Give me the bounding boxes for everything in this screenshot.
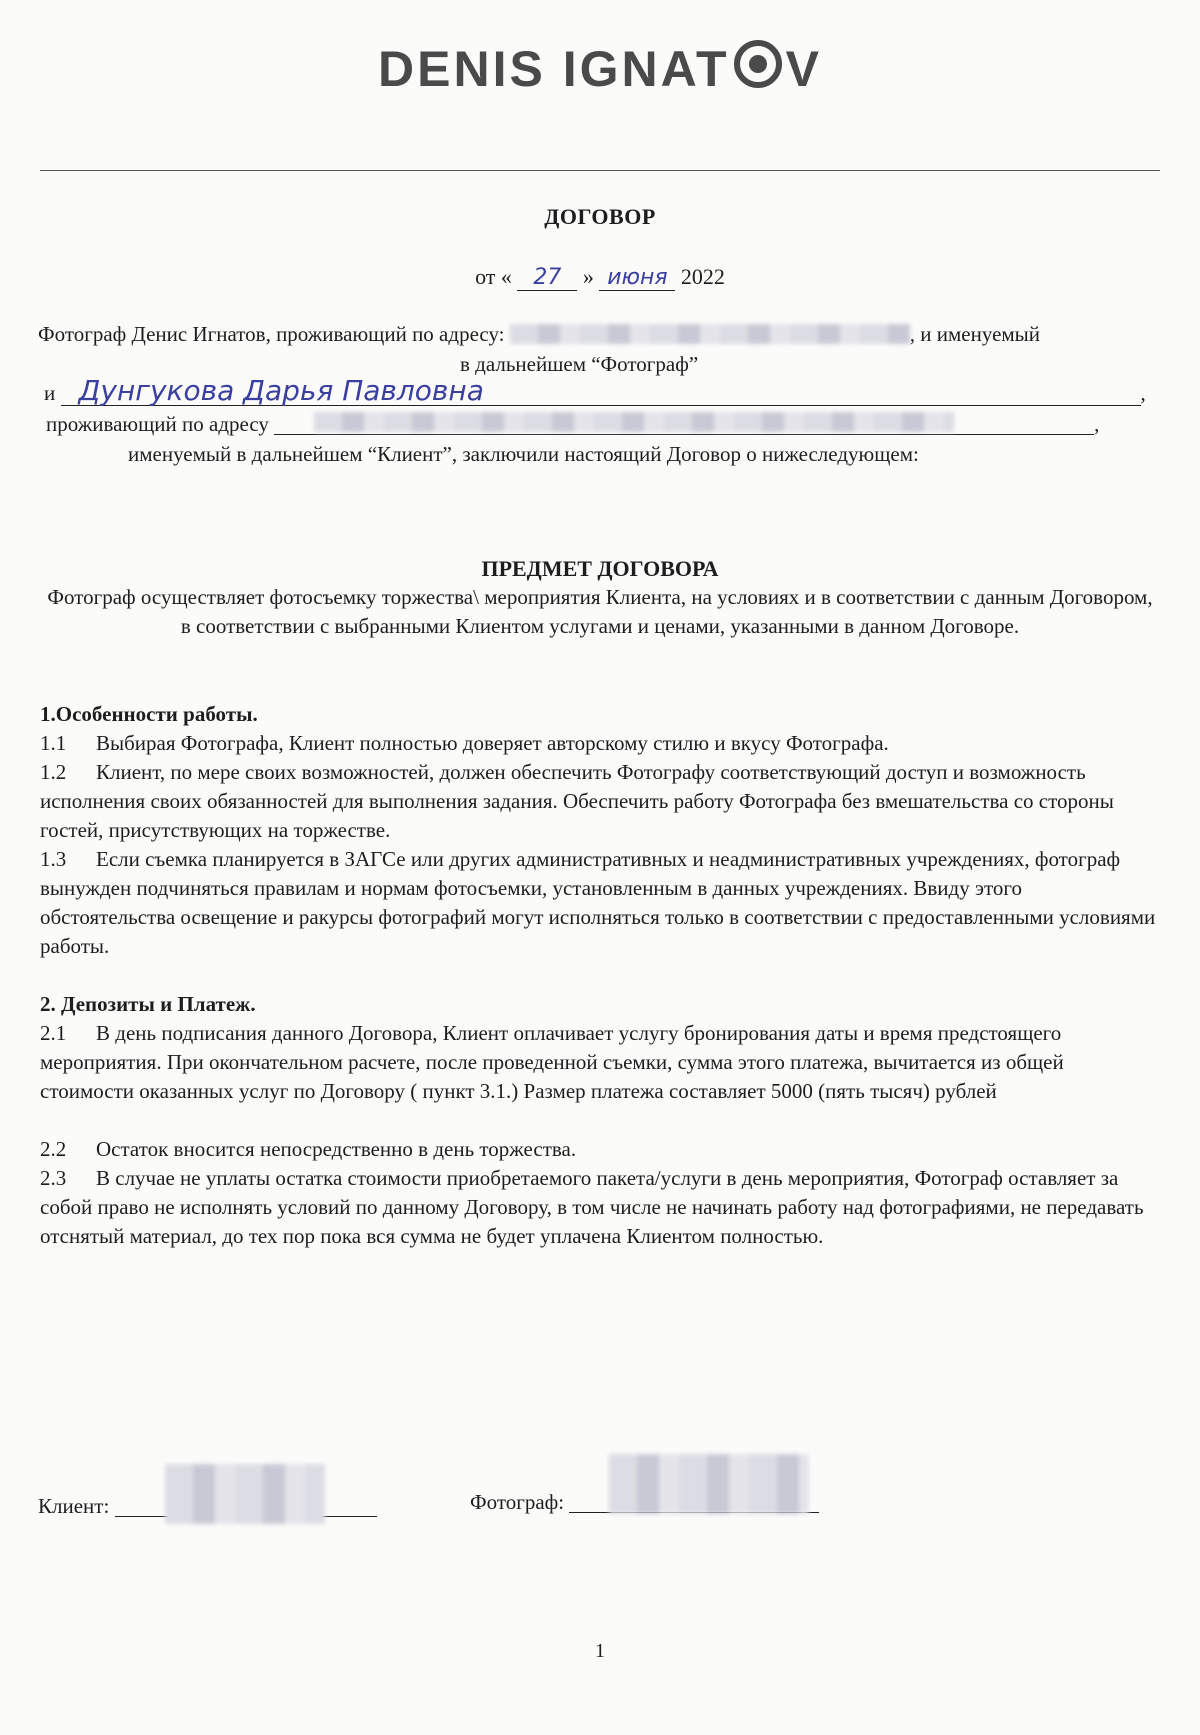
section-2-title: 2. Депозиты и Платеж. <box>40 992 256 1016</box>
client-address-line <box>46 410 1099 439</box>
parties-line-2: в дальнейшем “Фотограф” <box>460 352 699 376</box>
clause-number: 1.2 <box>40 760 67 784</box>
client-address-comma: , <box>1094 412 1100 436</box>
clause-2-2 <box>40 1135 1160 1164</box>
client-signature-label: Клиент: <box>38 1494 110 1518</box>
client-name: Дунгукова Дарья Павловна <box>61 376 1141 406</box>
clause-number: 2.3 <box>40 1166 67 1190</box>
date-line <box>0 264 1200 291</box>
redacted-photographer-signature <box>609 1454 809 1514</box>
photographer-intro: Фотограф Денис Игнатов, проживающий по адресу: <box>38 322 505 346</box>
clause-text: Выбирая Фотографа, Клиент полностью доверяет авторскому стилю и вкусу Фотографа. <box>96 731 889 755</box>
section-1-title: 1.Особенности работы. <box>40 702 258 726</box>
clause-2-3 <box>40 1164 1160 1251</box>
clause-1-1 <box>40 729 1160 758</box>
date-month: июня <box>599 265 675 291</box>
clause-1-2 <box>40 758 1160 845</box>
document-title: ДОГОВОР <box>544 204 656 229</box>
logo-text-right: V <box>785 41 822 97</box>
page-number: 1 <box>595 1640 605 1662</box>
parties-closing: именуемый в дальнейшем “Клиент”, заключили настоящий Договор о нижеследующем: <box>128 442 919 466</box>
clause-number: 2.2 <box>40 1137 67 1161</box>
clause-number: 2.1 <box>40 1021 67 1045</box>
photographer-named: , и именуемый <box>909 322 1041 346</box>
subject-title: ПРЕДМЕТ ДОГОВОРА <box>481 556 719 581</box>
date-day: 27 <box>517 265 577 291</box>
clause-text: Если съемка планируется в ЗАГСе или других административных и неадминистративных учреждениях, фотограф вынужден подчиняться правилам и нормам фотосъемки, установленным в данных учреждениях. Ввиду этого обстоятельства освещение и ракурсы фотографий могут исполняться только в соответствии с предоставленными условиями работы. <box>40 847 1156 958</box>
section-1 <box>40 700 1160 961</box>
client-prefix: и <box>44 381 56 405</box>
clause-text: Клиент, по мере своих возможностей, должен обеспечить Фотографу соответствующий доступ и возможность исполнения своих обязанностей для выполнения задания. Обеспечить работу Фотографа без вмешательства со стороны гостей, присутствующих на торжестве. <box>40 760 1114 842</box>
photographer-signature-label: Фотограф: <box>470 1490 565 1514</box>
client-name-line <box>44 376 1146 408</box>
subject-text: Фотограф осуществляет фотосъемку торжества\ мероприятия Клиента, на условиях и в соответствии с данным Договором, в соответствии с выбранными Клиентом услугами и ценами, указанными в данном Договоре. <box>47 585 1153 638</box>
clause-text: В случае не уплаты остатка стоимости приобретаемого пакета/услуги в день мероприятия, Фотограф оставляет за собой право не исполнять условий по данному Договору, в том числе не начинать работу над фотографиями, не передавать отснятый материал, до тех пор пока вся сумма не будет уплачена Клиентом полностью. <box>40 1166 1144 1248</box>
photographer-signature <box>470 1490 819 1515</box>
client-address-field <box>274 410 1094 435</box>
date-prefix: от « <box>475 264 512 289</box>
clause-1-3 <box>40 845 1160 961</box>
date-mid: » <box>582 264 594 289</box>
redacted-client-signature <box>165 1464 325 1524</box>
photographer-signature-line <box>569 1490 819 1513</box>
clause-text: В день подписания данного Договора, Клиент оплачивает услугу бронирования даты и время предстоящего мероприятия. При окончательном расчете, после проведенной съемки, сумма этого платежа, вычитается из общей стоимости оказанных услуг по Договору ( пункт 3.1.) Размер платежа составляет 5000 (пять тысяч) рублей <box>40 1021 1064 1103</box>
section-2 <box>40 990 1160 1251</box>
redacted-client-address <box>314 412 954 432</box>
client-signature <box>38 1494 377 1519</box>
camera-aperture-icon <box>734 40 782 88</box>
client-signature-line <box>115 1494 377 1517</box>
client-address-label: проживающий по адресу <box>46 412 269 436</box>
clause-number: 1.3 <box>40 847 67 871</box>
client-comma: , <box>1140 381 1146 405</box>
logo <box>0 40 1200 98</box>
date-year: 2022 <box>680 264 725 289</box>
clause-2-1 <box>40 1019 1160 1106</box>
parties-line-1 <box>38 320 1040 349</box>
redacted-address <box>510 324 910 344</box>
logo-text-left: DENIS IGNAT <box>378 41 730 97</box>
header-divider <box>40 170 1160 171</box>
clause-text: Остаток вносится непосредственно в день торжества. <box>96 1137 577 1161</box>
spacer <box>40 1106 1160 1135</box>
clause-number: 1.1 <box>40 731 67 755</box>
